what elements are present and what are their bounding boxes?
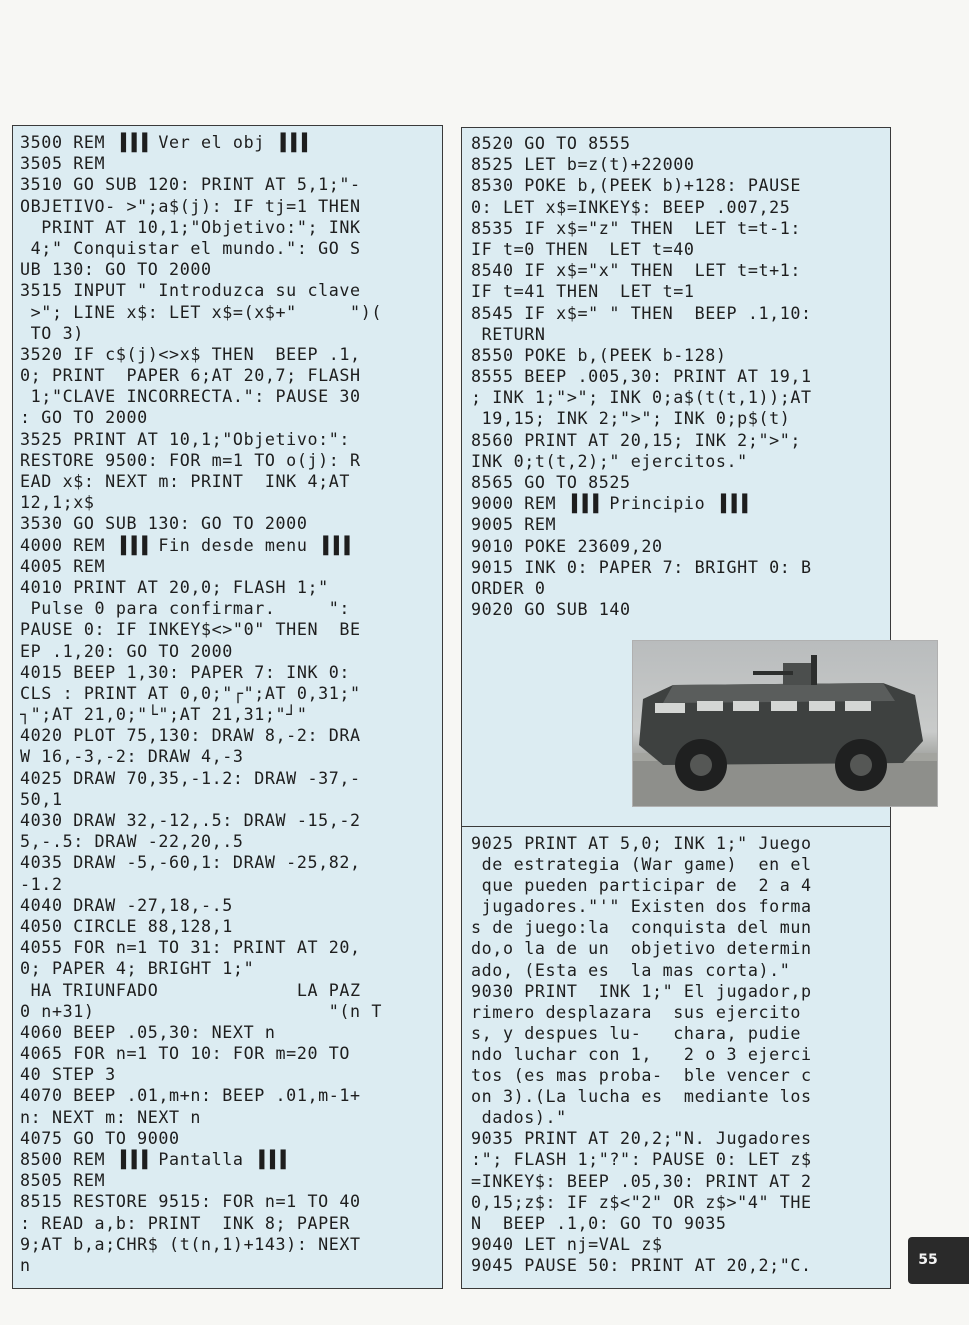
code-line: 9010 POKE 23609,20	[471, 535, 663, 556]
code-line: HA TRIUNFADO LA PAZ	[20, 979, 361, 1000]
code-line: 50,1	[20, 788, 63, 809]
code-line: 4065 FOR n=1 TO 10: FOR m=20 TO	[20, 1043, 351, 1064]
code-line: 3510 GO SUB 120: PRINT AT 5,1;"-	[20, 174, 361, 195]
code-line: PAUSE 0: IF INKEY$<>"0" THEN BE	[20, 619, 361, 640]
right-bottom-code-listing	[461, 826, 891, 1289]
code-line: do,o la de un objetivo determin	[471, 938, 812, 959]
code-line: 8525 LET b=z(t)+22000	[471, 154, 695, 175]
code-line: 8540 IF x$="x" THEN LET t=t+1:	[471, 260, 802, 281]
code-line: >"; LINE x$: LET x$=(x$+" ")(	[20, 301, 382, 322]
code-line: 8555 BEEP .005,30: PRINT AT 19,1	[471, 366, 812, 387]
page-number: 55	[918, 1252, 938, 1268]
code-line: ; INK 1;">"; INK 0;a$(t(t,1));AT	[471, 387, 812, 408]
code-line: 9025 PRINT AT 5,0; INK 1;" Juego	[471, 833, 812, 853]
code-line: =INKEY$: BEEP .05,30: PRINT AT 2	[471, 1170, 812, 1191]
code-line: on 3).(La lucha es mediante los	[471, 1086, 812, 1107]
code-line: CLS : PRINT AT 0,0;"┌";AT 0,31;"	[20, 682, 361, 703]
code-line: OBJETIVO- >";a$(j): IF tj=1 THEN	[20, 195, 361, 216]
code-line: 9005 REM	[471, 514, 557, 535]
code-line: 12,1;x$	[20, 492, 95, 513]
code-line: 0 n+31) "(n T	[20, 1000, 382, 1021]
code-line: UB 130: GO TO 2000	[20, 259, 212, 280]
code-line: 4005 REM	[20, 555, 106, 576]
code-line: 3525 PRINT AT 10,1;"Objetivo:":	[20, 428, 351, 449]
code-line: 9030 PRINT INK 1;" El jugador,p	[471, 980, 812, 1001]
code-line: RETURN	[471, 323, 546, 344]
code-line: 8500 REM ▐▐▐ Pantalla ▐▐▐	[20, 1149, 287, 1169]
code-line: TO 3)	[20, 322, 84, 343]
code-line: rimero desplazara sus ejercito	[471, 1001, 802, 1022]
code-line: 8560 PRINT AT 20,15; INK 2;">";	[471, 429, 802, 450]
code-line: 1;"CLAVE INCORRECTA.": PAUSE 30	[20, 386, 361, 407]
armored-vehicle-illustration	[633, 641, 937, 806]
code-line: 4030 DRAW 32,-12,.5: DRAW -15,-2	[20, 810, 361, 830]
code-line: 4015 BEEP 1,30: PAPER 7: INK 0:	[20, 661, 351, 682]
code-line: 8530 POKE b,(PEEK b)+128: PAUSE	[471, 175, 802, 196]
code-line: 4060 BEEP .05,30: NEXT n	[20, 1021, 276, 1042]
code-line: ┐";AT 21,0;"└";AT 21,31;"┘"	[20, 704, 308, 725]
code-line: 8545 IF x$=" " THEN BEEP .1,10:	[471, 302, 812, 323]
code-line: 4040 DRAW -27,18,-.5	[20, 894, 233, 915]
code-line: 4025 DRAW 70,35,-1.2: DRAW -37,-	[20, 767, 361, 788]
code-line: 0; PRINT PAPER 6;AT 20,7; FLASH	[20, 365, 361, 386]
code-line: 9040 LET nj=VAL z$	[471, 1233, 663, 1254]
code-line: 8550 POKE b,(PEEK b-128)	[471, 344, 727, 365]
code-line: : READ a,b: PRINT INK 8; PAPER	[20, 1212, 351, 1233]
code-line: ORDER 0	[471, 577, 546, 598]
code-line: 4050 CIRCLE 88,128,1	[20, 915, 233, 936]
code-line: -1.2	[20, 873, 63, 894]
code-line: 8515 RESTORE 9515: FOR n=1 TO 40	[20, 1191, 361, 1212]
code-line: 4;" Conquistar el mundo.": GO S	[20, 237, 361, 258]
code-line: 0: LET x$=INKEY$: BEEP .007,25	[471, 196, 791, 217]
code-line: 9;AT b,a;CHR$ (t(n,1)+143): NEXT	[20, 1233, 361, 1254]
code-line: 4070 BEEP .01,m+n: BEEP .01,m-1+	[20, 1085, 361, 1106]
code-line: 9020 GO SUB 140	[471, 599, 631, 620]
code-line: INK 0;t(t,2);" ejercitos."	[471, 450, 748, 471]
code-line: :"; FLASH 1;"?": PAUSE 0: LET z$	[471, 1149, 812, 1170]
code-line: N BEEP .1,0: GO TO 9035	[471, 1212, 727, 1233]
code-line: 9000 REM ▐▐▐ Principio ▐▐▐	[471, 493, 748, 514]
code-line: 4020 PLOT 75,130: DRAW 8,-2: DRA	[20, 725, 361, 746]
code-line: 8505 REM	[20, 1170, 106, 1191]
code-line: 9045 PAUSE 50: PRINT AT 20,2;"C.	[471, 1254, 812, 1275]
code-line: IF t=0 THEN LET t=40	[471, 238, 695, 259]
code-line: 4055 FOR n=1 TO 31: PRINT AT 20,	[20, 937, 361, 958]
code-line: EAD x$: NEXT m: PRINT INK 4;AT	[20, 471, 351, 491]
code-line: 3505 REM	[20, 153, 106, 174]
code-line: 4010 PRINT AT 20,0; FLASH 1;"	[20, 576, 329, 597]
code-line: RESTORE 9500: FOR m=1 TO o(j): R	[20, 449, 361, 470]
code-line: 4075 GO TO 9000	[20, 1127, 180, 1148]
armored-vehicle-photo	[632, 640, 938, 807]
left-code-listing	[12, 125, 443, 1289]
code-line: 4000 REM ▐▐▐ Fin desde menu ▐▐▐	[20, 534, 351, 555]
code-line: 8535 IF x$="z" THEN LET t=t-1:	[471, 217, 802, 238]
code-line: jugadores."'" Existen dos forma	[471, 896, 812, 917]
code-line: EP .1,20: GO TO 2000	[20, 640, 233, 661]
code-line: 3515 INPUT " Introduzca su clave	[20, 280, 361, 301]
code-line: 5,-.5: DRAW -22,20,.5	[20, 831, 244, 852]
code-line: de estrategia (War game) en el	[471, 854, 812, 875]
code-line: 4035 DRAW -5,-60,1: DRAW -25,82,	[20, 852, 361, 873]
code-line: 9015 INK 0: PAPER 7: BRIGHT 0: B	[471, 556, 812, 577]
code-line: 9035 PRINT AT 20,2;"N. Jugadores	[471, 1128, 812, 1149]
code-line: 3500 REM ▐▐▐ Ver el obj ▐▐▐	[20, 132, 308, 152]
code-line: tos (es mas proba- ble vencer c	[471, 1065, 812, 1086]
code-line: 8520 GO TO 8555	[471, 133, 631, 153]
code-line: W 16,-3,-2: DRAW 4,-3	[20, 746, 244, 767]
code-line: n: NEXT m: NEXT n	[20, 1106, 201, 1127]
code-line: 0; PAPER 4; BRIGHT 1;"	[20, 958, 255, 979]
code-line: ado, (Esta es la mas corta)."	[471, 959, 791, 980]
code-line: 0,15;z$: IF z$<"2" OR z$>"4" THE	[471, 1191, 812, 1212]
code-line: 3520 IF c$(j)<>x$ THEN BEEP .1,	[20, 343, 361, 364]
code-line: ndo luchar con 1, 2 o 3 ejerci	[471, 1043, 812, 1064]
code-line: PRINT AT 10,1;"Objetivo:"; INK	[20, 216, 361, 237]
code-line: : GO TO 2000	[20, 407, 148, 428]
code-line: 8565 GO TO 8525	[471, 472, 631, 492]
code-line: dados)."	[471, 1107, 567, 1128]
code-line: n	[20, 1254, 31, 1275]
code-line: s de juego:la conquista del mun	[471, 917, 812, 938]
code-line: 19,15; INK 2;">"; INK 0;p$(t)	[471, 408, 791, 429]
code-line: Pulse 0 para confirmar. ":	[20, 598, 351, 619]
code-line: 40 STEP 3	[20, 1064, 116, 1085]
code-line: 3530 GO SUB 130: GO TO 2000	[20, 513, 308, 534]
code-line: que pueden participar de 2 a 4	[471, 875, 812, 896]
code-line: IF t=41 THEN LET t=1	[471, 281, 695, 302]
code-line: s, y despues lu- chara, pudie	[471, 1022, 802, 1043]
